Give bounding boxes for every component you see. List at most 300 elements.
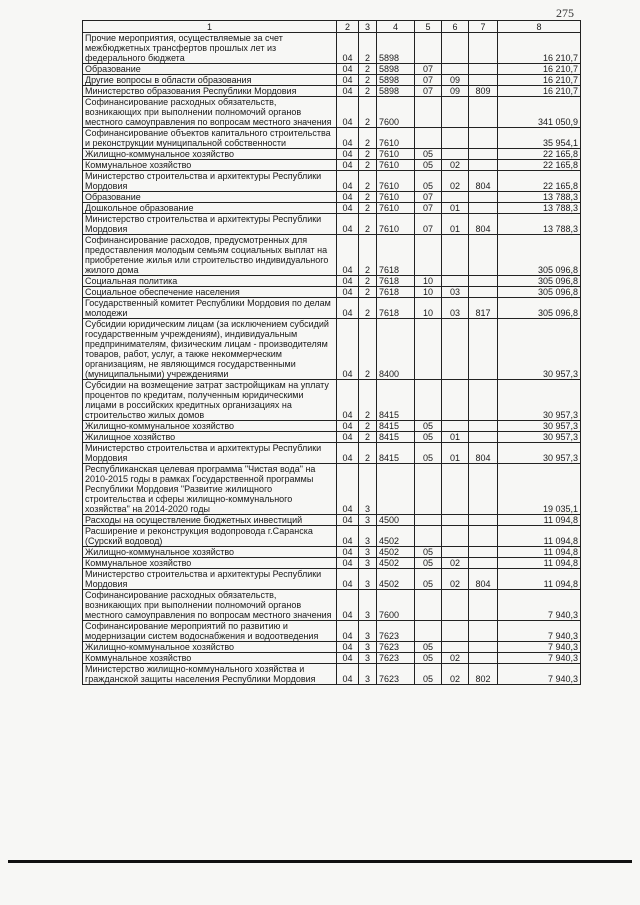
table-row: [83, 558, 581, 569]
column-header-6: 6: [442, 21, 469, 33]
cell-subsection: 01: [442, 432, 469, 443]
cell-subsection: 02: [442, 171, 469, 192]
cell-item-name: Расходы на осуществление бюджетных инвестиций: [83, 515, 337, 526]
cell-subsection: [442, 380, 469, 421]
cell-subsection-code: 2: [359, 380, 377, 421]
cell-amount: 13 788,3: [498, 192, 581, 203]
column-header-8: 8: [498, 21, 581, 33]
cell-subsection-code: 2: [359, 443, 377, 464]
cell-subsection-code: 3: [359, 558, 377, 569]
cell-amount: 30 957,3: [498, 319, 581, 380]
cell-ministry-code: 802: [469, 664, 498, 685]
cell-amount: 30 957,3: [498, 443, 581, 464]
cell-subsection-code: 2: [359, 214, 377, 235]
table-row: [83, 464, 581, 515]
cell-amount: 305 096,8: [498, 235, 581, 276]
cell-ministry-code: [469, 515, 498, 526]
cell-subsection-code: 3: [359, 515, 377, 526]
cell-ministry-code: [469, 75, 498, 86]
cell-section-code: 04: [337, 276, 359, 287]
cell-subsection-code: 2: [359, 75, 377, 86]
cell-item-name: Образование: [83, 192, 337, 203]
cell-target-code: 8400: [377, 319, 415, 380]
cell-ministry-code: [469, 97, 498, 128]
cell-ministry-code: 804: [469, 443, 498, 464]
cell-subsection-code: 3: [359, 621, 377, 642]
cell-subsection-code: 2: [359, 64, 377, 75]
cell-subsection-code: 2: [359, 287, 377, 298]
cell-ministry-code: [469, 276, 498, 287]
cell-amount: 7 940,3: [498, 653, 581, 664]
cell-subsection: [442, 64, 469, 75]
cell-subsection: [442, 526, 469, 547]
cell-ministry-code: [469, 128, 498, 149]
cell-ministry-code: 804: [469, 171, 498, 192]
cell-subsection-code: 2: [359, 192, 377, 203]
cell-item-name: Жилищно-коммунальное хозяйство: [83, 642, 337, 653]
cell-ministry-code: [469, 432, 498, 443]
cell-subsection-code: 3: [359, 526, 377, 547]
cell-subsection: 09: [442, 86, 469, 97]
cell-section: 05: [415, 149, 442, 160]
table-row: [83, 443, 581, 464]
cell-target-code: 5898: [377, 33, 415, 64]
table-row: [83, 298, 581, 319]
cell-section-code: 04: [337, 214, 359, 235]
cell-section: [415, 515, 442, 526]
cell-section: 05: [415, 558, 442, 569]
table-row: [83, 214, 581, 235]
cell-ministry-code: [469, 64, 498, 75]
cell-section: 07: [415, 192, 442, 203]
cell-subsection: [442, 642, 469, 653]
cell-amount: 13 788,3: [498, 203, 581, 214]
cell-section: 10: [415, 287, 442, 298]
table-row: [83, 160, 581, 171]
cell-item-name: Софинансирование объектов капитального строительства и реконструкции муниципальной собственности: [83, 128, 337, 149]
cell-subsection: [442, 235, 469, 276]
table-row: [83, 75, 581, 86]
cell-section-code: 04: [337, 171, 359, 192]
table-row: [83, 380, 581, 421]
cell-target-code: 8415: [377, 380, 415, 421]
cell-ministry-code: [469, 558, 498, 569]
column-header-7: 7: [469, 21, 498, 33]
cell-section-code: 04: [337, 569, 359, 590]
cell-target-code: [377, 464, 415, 515]
cell-amount: 305 096,8: [498, 298, 581, 319]
table-row: [83, 203, 581, 214]
table-row: [83, 192, 581, 203]
table-row: [83, 33, 581, 64]
cell-section: [415, 33, 442, 64]
bottom-rule: [8, 860, 632, 863]
cell-subsection-code: 2: [359, 97, 377, 128]
cell-target-code: 8415: [377, 432, 415, 443]
cell-amount: 16 210,7: [498, 75, 581, 86]
cell-item-name: Коммунальное хозяйство: [83, 653, 337, 664]
cell-item-name: Министерство образования Республики Мордовия: [83, 86, 337, 97]
cell-target-code: 7623: [377, 621, 415, 642]
table-row: [83, 642, 581, 653]
cell-target-code: 8415: [377, 443, 415, 464]
column-header-3: 3: [359, 21, 377, 33]
cell-item-name: Министерство жилищно-коммунального хозяйства и гражданской защиты населения Республики Мордовия: [83, 664, 337, 685]
cell-subsection-code: 2: [359, 171, 377, 192]
cell-item-name: Жилищно-коммунальное хозяйство: [83, 149, 337, 160]
cell-amount: 11 094,8: [498, 547, 581, 558]
table-row: [83, 86, 581, 97]
cell-amount: 16 210,7: [498, 33, 581, 64]
cell-subsection-code: 3: [359, 664, 377, 685]
cell-subsection-code: 2: [359, 319, 377, 380]
cell-subsection-code: 2: [359, 86, 377, 97]
cell-subsection: [442, 621, 469, 642]
cell-subsection-code: 2: [359, 203, 377, 214]
cell-subsection-code: 3: [359, 590, 377, 621]
cell-subsection-code: 2: [359, 128, 377, 149]
cell-amount: 7 940,3: [498, 621, 581, 642]
cell-subsection-code: 3: [359, 464, 377, 515]
cell-amount: 35 954,1: [498, 128, 581, 149]
cell-amount: 11 094,8: [498, 569, 581, 590]
cell-subsection: 02: [442, 653, 469, 664]
cell-target-code: 7610: [377, 149, 415, 160]
cell-section: [415, 526, 442, 547]
cell-item-name: Субсидии юридическим лицам (за исключением субсидий государственным учреждениям), индивидуальным предпринимателям, физическим лицам - производителям товаров, работ, услуг, а также некоммерческим организациям, не являющимся государственными (муниципальными) учреждениями: [83, 319, 337, 380]
column-header-5: 5: [415, 21, 442, 33]
cell-section: 07: [415, 64, 442, 75]
table-row: [83, 653, 581, 664]
cell-section-code: 04: [337, 515, 359, 526]
cell-target-code: 7623: [377, 642, 415, 653]
cell-amount: 16 210,7: [498, 64, 581, 75]
table-row: [83, 421, 581, 432]
cell-target-code: 5898: [377, 86, 415, 97]
cell-section-code: 04: [337, 149, 359, 160]
cell-subsection: [442, 192, 469, 203]
cell-item-name: Социальное обеспечение населения: [83, 287, 337, 298]
cell-section: [415, 235, 442, 276]
cell-ministry-code: [469, 642, 498, 653]
cell-section-code: 04: [337, 160, 359, 171]
cell-item-name: Жилищно-коммунальное хозяйство: [83, 547, 337, 558]
table-row: [83, 621, 581, 642]
cell-subsection: [442, 421, 469, 432]
table-row: [83, 515, 581, 526]
cell-section: [415, 621, 442, 642]
budget-table: [82, 20, 581, 685]
cell-section: 05: [415, 421, 442, 432]
cell-section: 07: [415, 214, 442, 235]
table-row: [83, 547, 581, 558]
cell-subsection: [442, 149, 469, 160]
table-row: [83, 64, 581, 75]
cell-amount: 22 165,8: [498, 171, 581, 192]
cell-amount: 7 940,3: [498, 642, 581, 653]
cell-subsection: [442, 33, 469, 64]
cell-section-code: 04: [337, 621, 359, 642]
cell-ministry-code: [469, 235, 498, 276]
cell-subsection-code: 2: [359, 298, 377, 319]
cell-subsection: 01: [442, 443, 469, 464]
cell-section-code: 04: [337, 298, 359, 319]
cell-item-name: Министерство строительства и архитектуры Республики Мордовия: [83, 569, 337, 590]
cell-section-code: 04: [337, 432, 359, 443]
cell-ministry-code: [469, 464, 498, 515]
cell-section-code: 04: [337, 97, 359, 128]
cell-item-name: Софинансирование расходных обязательств, возникающих при выполнении полномочий органов местного самоуправления по вопросам местного значения: [83, 97, 337, 128]
table-row: [83, 97, 581, 128]
cell-section-code: 04: [337, 64, 359, 75]
cell-subsection: 01: [442, 203, 469, 214]
column-header-1: 1: [83, 21, 337, 33]
cell-target-code: 4502: [377, 558, 415, 569]
cell-subsection: 02: [442, 569, 469, 590]
cell-section: [415, 97, 442, 128]
cell-ministry-code: [469, 149, 498, 160]
cell-target-code: 7618: [377, 298, 415, 319]
cell-subsection: 09: [442, 75, 469, 86]
cell-ministry-code: [469, 203, 498, 214]
cell-subsection: 01: [442, 214, 469, 235]
cell-section-code: 04: [337, 86, 359, 97]
cell-ministry-code: [469, 160, 498, 171]
cell-target-code: 7618: [377, 235, 415, 276]
cell-target-code: 7610: [377, 192, 415, 203]
cell-amount: 7 940,3: [498, 590, 581, 621]
cell-item-name: Министерство строительства и архитектуры Республики Мордовия: [83, 171, 337, 192]
cell-section: [415, 319, 442, 380]
cell-target-code: 5898: [377, 75, 415, 86]
cell-amount: 305 096,8: [498, 287, 581, 298]
table-row: [83, 149, 581, 160]
cell-amount: 11 094,8: [498, 558, 581, 569]
cell-section-code: 04: [337, 653, 359, 664]
cell-target-code: 4502: [377, 547, 415, 558]
cell-section-code: 04: [337, 642, 359, 653]
cell-ministry-code: 804: [469, 569, 498, 590]
cell-section: [415, 128, 442, 149]
table-body: [83, 33, 581, 685]
cell-section-code: 04: [337, 380, 359, 421]
table-row: [83, 590, 581, 621]
cell-section-code: 04: [337, 128, 359, 149]
cell-item-name: Коммунальное хозяйство: [83, 160, 337, 171]
cell-ministry-code: [469, 421, 498, 432]
cell-amount: 305 096,8: [498, 276, 581, 287]
cell-subsection: 02: [442, 160, 469, 171]
cell-item-name: Софинансирование расходов, предусмотренных для предоставления молодым семьям социальных выплат на приобретение жилья или строительство индивидуального жилого дома: [83, 235, 337, 276]
cell-section: 05: [415, 443, 442, 464]
cell-section-code: 04: [337, 203, 359, 214]
cell-item-name: Прочие мероприятия, осуществляемые за счет межбюджетных трансфертов прошлых лет из федерального бюджета: [83, 33, 337, 64]
cell-section: 07: [415, 75, 442, 86]
cell-subsection-code: 2: [359, 432, 377, 443]
cell-section-code: 04: [337, 33, 359, 64]
table-row: [83, 171, 581, 192]
cell-ministry-code: [469, 526, 498, 547]
cell-subsection: 02: [442, 664, 469, 685]
cell-section: 07: [415, 86, 442, 97]
table-row: [83, 276, 581, 287]
cell-target-code: 7610: [377, 203, 415, 214]
cell-target-code: 7610: [377, 214, 415, 235]
cell-subsection: [442, 547, 469, 558]
cell-amount: 22 165,8: [498, 160, 581, 171]
cell-section-code: 04: [337, 464, 359, 515]
cell-ministry-code: [469, 547, 498, 558]
cell-amount: 30 957,3: [498, 421, 581, 432]
table-row: [83, 526, 581, 547]
cell-item-name: Государственный комитет Республики Мордовия по делам молодежи: [83, 298, 337, 319]
cell-subsection: [442, 97, 469, 128]
cell-target-code: 5898: [377, 64, 415, 75]
cell-subsection-code: 2: [359, 421, 377, 432]
cell-ministry-code: [469, 287, 498, 298]
cell-target-code: 7610: [377, 128, 415, 149]
cell-ministry-code: [469, 380, 498, 421]
cell-subsection: 03: [442, 287, 469, 298]
cell-section: [415, 590, 442, 621]
cell-target-code: 7618: [377, 287, 415, 298]
cell-section: 05: [415, 432, 442, 443]
cell-subsection-code: 3: [359, 642, 377, 653]
cell-subsection: [442, 515, 469, 526]
cell-item-name: Дошкольное образование: [83, 203, 337, 214]
cell-item-name: Министерство строительства и архитектуры Республики Мордовия: [83, 214, 337, 235]
cell-item-name: Образование: [83, 64, 337, 75]
cell-section-code: 04: [337, 75, 359, 86]
cell-section: [415, 464, 442, 515]
cell-section: 05: [415, 653, 442, 664]
cell-section: 07: [415, 203, 442, 214]
cell-item-name: Жилищно-коммунальное хозяйство: [83, 421, 337, 432]
cell-section-code: 04: [337, 558, 359, 569]
cell-target-code: 8415: [377, 421, 415, 432]
table-row: [83, 128, 581, 149]
cell-item-name: Республиканская целевая программа "Чистая вода" на 2010-2015 годы в рамках Государственной программы Республики Мордовия "Развитие жилищного строительства и сферы жилищно-коммунального хозяйства" на 2014-2020 годы: [83, 464, 337, 515]
cell-section: 05: [415, 171, 442, 192]
table-row: [83, 569, 581, 590]
cell-target-code: 4502: [377, 526, 415, 547]
cell-section-code: 04: [337, 287, 359, 298]
cell-item-name: Социальная политика: [83, 276, 337, 287]
header-row: [83, 21, 581, 33]
cell-amount: 341 050,9: [498, 97, 581, 128]
cell-ministry-code: [469, 590, 498, 621]
cell-ministry-code: [469, 33, 498, 64]
cell-subsection: [442, 276, 469, 287]
cell-item-name: Расширение и реконструкция водопровода г.Саранска (Сурский водовод): [83, 526, 337, 547]
cell-subsection-code: 3: [359, 547, 377, 558]
cell-subsection: [442, 590, 469, 621]
cell-amount: 22 165,8: [498, 149, 581, 160]
cell-target-code: 7623: [377, 664, 415, 685]
cell-subsection-code: 2: [359, 235, 377, 276]
cell-amount: 19 035,1: [498, 464, 581, 515]
table-row: [83, 432, 581, 443]
cell-subsection: [442, 464, 469, 515]
cell-ministry-code: 809: [469, 86, 498, 97]
table-row: [83, 664, 581, 685]
cell-ministry-code: 817: [469, 298, 498, 319]
cell-amount: 11 094,8: [498, 515, 581, 526]
cell-item-name: Министерство строительства и архитектуры Республики Мордовия: [83, 443, 337, 464]
cell-amount: 30 957,3: [498, 432, 581, 443]
cell-ministry-code: [469, 319, 498, 380]
cell-amount: 13 788,3: [498, 214, 581, 235]
cell-amount: 16 210,7: [498, 86, 581, 97]
cell-subsection-code: 3: [359, 569, 377, 590]
cell-section: 05: [415, 547, 442, 558]
cell-subsection: [442, 319, 469, 380]
cell-section: 05: [415, 160, 442, 171]
cell-amount: 7 940,3: [498, 664, 581, 685]
cell-amount: 30 957,3: [498, 380, 581, 421]
table-row: [83, 287, 581, 298]
cell-subsection-code: 3: [359, 653, 377, 664]
cell-section-code: 04: [337, 664, 359, 685]
cell-section-code: 04: [337, 319, 359, 380]
cell-amount: 11 094,8: [498, 526, 581, 547]
cell-target-code: 7600: [377, 590, 415, 621]
cell-target-code: 4500: [377, 515, 415, 526]
cell-target-code: 7600: [377, 97, 415, 128]
cell-item-name: Софинансирование расходных обязательств, возникающих при выполнении полномочий органов местного самоуправления по вопросам местного значения: [83, 590, 337, 621]
cell-section-code: 04: [337, 421, 359, 432]
cell-item-name: Субсидии на возмещение затрат застройщикам на уплату процентов по кредитам, полученным юридическими лицами в российских кредитных организациях на строительство жилых домов: [83, 380, 337, 421]
cell-subsection: 03: [442, 298, 469, 319]
cell-ministry-code: [469, 653, 498, 664]
table-row: [83, 235, 581, 276]
cell-section-code: 04: [337, 443, 359, 464]
cell-item-name: Коммунальное хозяйство: [83, 558, 337, 569]
cell-section: [415, 380, 442, 421]
table-row: [83, 319, 581, 380]
cell-subsection: [442, 128, 469, 149]
cell-section-code: 04: [337, 235, 359, 276]
column-header-2: 2: [337, 21, 359, 33]
cell-subsection-code: 2: [359, 160, 377, 171]
cell-subsection: 02: [442, 558, 469, 569]
cell-section-code: 04: [337, 590, 359, 621]
cell-ministry-code: 804: [469, 214, 498, 235]
column-header-4: 4: [377, 21, 415, 33]
cell-section: 05: [415, 664, 442, 685]
cell-target-code: 4502: [377, 569, 415, 590]
cell-target-code: 7623: [377, 653, 415, 664]
cell-item-name: Другие вопросы в области образования: [83, 75, 337, 86]
cell-item-name: Жилищное хозяйство: [83, 432, 337, 443]
cell-section: 10: [415, 276, 442, 287]
cell-ministry-code: [469, 192, 498, 203]
cell-section-code: 04: [337, 526, 359, 547]
cell-target-code: 7618: [377, 276, 415, 287]
page-number: 275: [556, 6, 574, 20]
cell-target-code: 7610: [377, 160, 415, 171]
cell-ministry-code: [469, 621, 498, 642]
cell-item-name: Софинансирование мероприятий по развитию и модернизации систем водоснабжения и водоотведения: [83, 621, 337, 642]
cell-subsection-code: 2: [359, 33, 377, 64]
cell-section: 05: [415, 569, 442, 590]
cell-section: 10: [415, 298, 442, 319]
cell-section-code: 04: [337, 547, 359, 558]
cell-section: 05: [415, 642, 442, 653]
cell-subsection-code: 2: [359, 276, 377, 287]
cell-target-code: 7610: [377, 171, 415, 192]
cell-subsection-code: 2: [359, 149, 377, 160]
